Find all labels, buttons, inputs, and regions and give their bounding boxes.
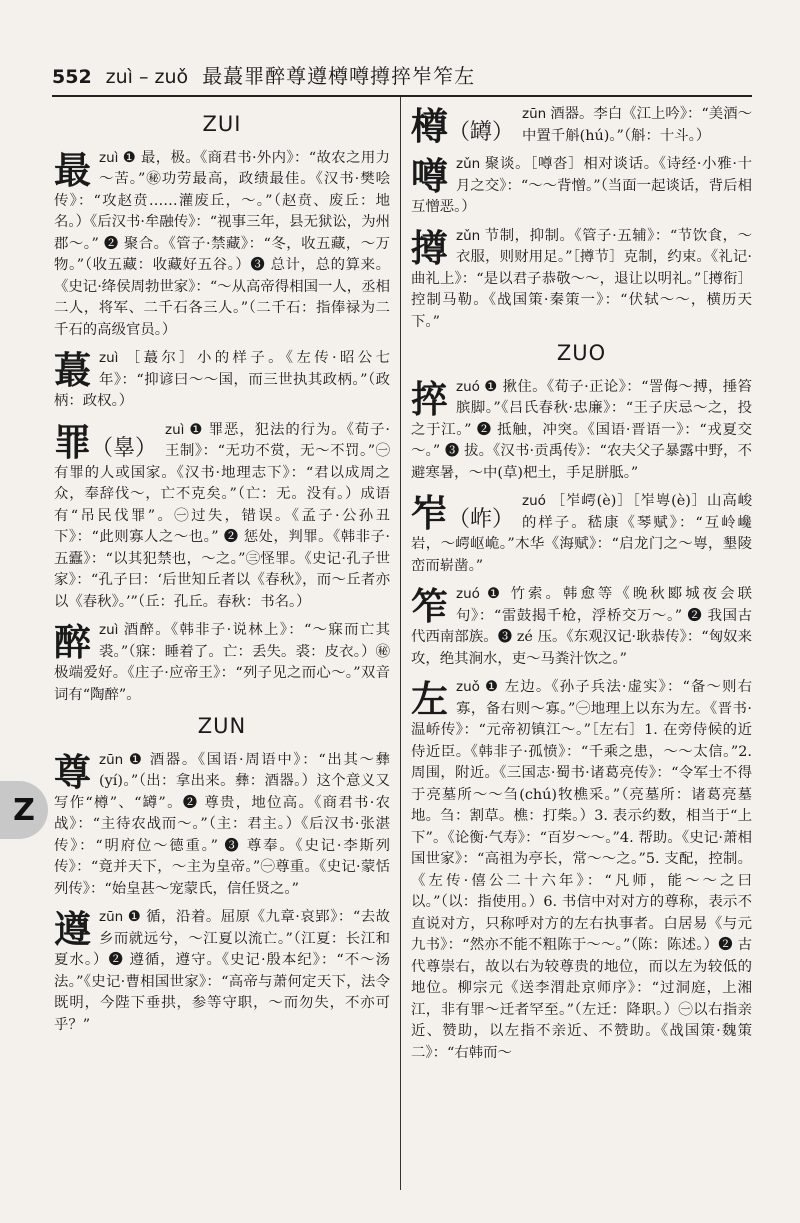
- headword-character: 樽: [411, 104, 448, 148]
- headword: [54, 908, 91, 950]
- headword: [411, 585, 448, 627]
- pinyin-range: zuì – zuǒ: [105, 66, 189, 88]
- dictionary-entry: [54, 420, 390, 614]
- headword-character: 遵: [54, 907, 91, 951]
- dictionary-entry: [411, 154, 752, 219]
- headword-variant: （罇）: [448, 120, 515, 145]
- dictionary-entry: [411, 584, 752, 670]
- headword: [411, 492, 514, 534]
- headword-character: 蕞: [54, 348, 91, 392]
- pinyin: zuì: [99, 622, 119, 638]
- dictionary-entry: [411, 104, 752, 147]
- pinyin: zuó: [522, 493, 546, 509]
- headword: [54, 621, 91, 663]
- headword: [54, 349, 91, 391]
- headword-variant: （辠）: [91, 435, 158, 461]
- headword: [411, 227, 448, 269]
- pinyin: zuì: [165, 421, 185, 438]
- headword-character: 岝: [411, 491, 448, 535]
- definition-text: ［蕞尔］小的样子。《左传·昭公七年》：“抑谚曰～～国，而三世执其政柄。”（政柄：政权。）: [54, 350, 390, 409]
- headword-character: 噂: [411, 154, 448, 198]
- dictionary-entry: [54, 148, 390, 342]
- definition-text: ❶ 左边。《孙子兵法·虚实》：“备～则右寡，备右则～寡。”㊀地理上以东为左。《晋书·温峤传》：“元帝初镇江～。”［左右］1. 在旁侍候的近侍近臣。《韩非子·孤愤》：“千乘之患，～～太信。”2. 周围，附近。《三国志·蜀书·诸葛亮传》：“令军士不得于亮墓所～～刍(chú)牧樵采。”（亮墓所：诸葛亮墓地。刍：割草。樵：打柴。）3. 表示约数，相当于“上下”。《论衡·气寿》：“百岁～～。”4. 帮助。《史记·萧相国世家》：“高祖为亭长，常～～之。”5. 支配，控制。《左传·僖公二十六年》：“凡师，能～～之曰以。”（以：指使用。）6. 书信中对对方的尊称，表示不直说对方，只称呼对方的左右执事者。白居易《与元九书》：“然亦不能不粗陈于～～。”（陈：陈述。）❷ 古代尊崇右，故以右为较尊贵的地位，而以左为较低的地位。柳宗元《送李渭赴京师序》：“过洞庭，上湘江，非有罪～迁者罕至。”（左迁：降职。）㊀以右指亲近、赞助，以左指不亲近、不赞助。《战国策·魏策二》：“右韩而～: [411, 679, 752, 1061]
- section-title: ZUO: [556, 341, 607, 365]
- definition-text: 酒器。李白《江上吟》：“美酒～中置千斛(hú)。”（斛：十斗。）: [522, 106, 752, 144]
- definition-text: ❶ 循，沿着。屈原《九章·哀郢》：“去故乡而就远兮，～江夏以流亡。”（江夏：长江和夏水。）❷ 遵循，遵守。《史记·殷本纪》：“不～汤法。”《史记·曹相国世家》：“高帝与萧何定天下，法令既明，今陛下垂拱，参等守职，～而勿失，不亦可乎？”: [54, 909, 390, 1033]
- column-divider: [400, 97, 401, 1190]
- definition-text: ❶ 最，极。《商君书·外内》：“故农之用力～苦。”㊙功劳最高，政绩最佳。《汉书·樊哙传》：“攻赵贲……灌废丘，～。”（赵贲、废丘：地名。）《后汉书·牟融传》：“视事三年，县无狱讼，为州郡～。” ❷ 聚合。《管子·禁藏》：“冬，收五藏，～万物。”（收五藏：收藏好五谷。）❸ 总计，总的算来。《史记·绛侯周勃世家》：“～从高帝得相国一人，丞相二人，将军、二千石各三人。”（二千石：指俸禄为二千石的高级官员。）: [54, 149, 390, 338]
- pinyin: zǔn: [456, 227, 481, 244]
- pinyin: zuó: [456, 586, 480, 602]
- dictionary-entry: [411, 377, 752, 485]
- right-column: [411, 104, 752, 1071]
- headword: [54, 421, 157, 463]
- dictionary-entry: [411, 677, 752, 1064]
- page-number: 552: [52, 66, 92, 88]
- headword-character: 笮: [411, 584, 448, 628]
- headword-character: 撙: [411, 225, 448, 270]
- headword: [411, 105, 514, 147]
- definition-text: 聚谈。［噂沓］相对谈话。《诗经·小雅·十月之交》：“～～背憎。”（当面一起谈话，背后相互憎恶。）: [411, 156, 752, 215]
- headword-character: 罪: [54, 419, 91, 464]
- headword: [411, 678, 448, 720]
- dictionary-entry: [54, 750, 390, 901]
- definition-text: ❶ 罪恶，犯法的行为。《荀子·王制》：“无功不赏，无～不罚。”㊀有罪的人或国家。《汉书·地理志下》：“君以成周之众，奉辞伐～，亡不克矣。”（亡：无。没有。）成语有“吊民伐罪”。㊀过失，错误。《孟子·公孙丑下》：“此则寡人之～也。” ❷ 惩处，判罪。《韩非子·五蠹》：“以其犯禁也，～之。”㊂怪罪。《史记·孔子世家》：“孔子曰：‘后世知丘者以《春秋》，而～丘者亦以《春秋》。’”（丘：孔丘。春秋：书名。）: [54, 421, 390, 610]
- dictionary-entry: [411, 491, 752, 577]
- header-rule: [52, 95, 752, 97]
- definition-text: ［岝崿(è)］［岝㟧(è)］山高峻的样子。嵇康《琴赋》：“互岭巉岩，～崿岖峗。”木华《海赋》：“启龙门之～㟧，墾陵峦而崭凿。”: [411, 493, 752, 574]
- headword-character: 醉: [54, 620, 91, 664]
- pinyin: zǔn: [456, 156, 481, 172]
- header-characters: 最蕞罪醉尊遵樽噂撙捽岝笮左: [202, 64, 476, 88]
- headword: [54, 149, 91, 191]
- definition-text: ❶ 竹索。韩愈等《晚秋郾城夜会联句》：“雷鼓揭千枪，浮桥交万～。” ❷ 我国古代西南部族。❸ zé 压。《东观汉记·耿恭传》：“匈奴来攻，绝其涧水，吏～马粪汁饮之。”: [411, 586, 752, 667]
- headword: [411, 378, 448, 420]
- definition-text: ❶ 酒器。《国语·周语中》：“出其～彝(yí)。”（出：拿出来。彝：酒器。）这个意义又写作“樽”、“罇”。❷ 尊贵，地位高。《商君书·农战》：“主待农战而～。”（主：君主。）《后汉书·张湛传》：“明府位～德重。” ❸ 尊奉。《史记·李斯列传》：“竟并天下，～主为皇帝。”㊀尊重。《史记·蒙恬列传》：“始皇甚～宠蒙氏，信任贤之。”: [54, 751, 390, 897]
- pinyin: zuì: [99, 149, 119, 166]
- pinyin: zuó: [456, 378, 480, 395]
- headword: [411, 155, 448, 197]
- headword-character: 尊: [54, 749, 91, 794]
- dictionary-entry: [411, 226, 752, 334]
- definition-text: 节制，抑制。《管子·五辅》：“节饮食，～衣服，则财用足。”［撙节］克制，约束。《礼记·曲礼上》：“是以君子恭敬～～，退让以明礼。”［撙衔］控制马勒。《战国策·秦策一》：“伏轼～～，横历天下。”: [411, 227, 752, 330]
- dictionary-entry: [54, 907, 390, 1036]
- dictionary-entry: [54, 620, 390, 706]
- definition-text: ❶ 揪住。《荀子·正论》：“詈侮～搏，捶笞膑脚。”《吕氏春秋·忠廉》：“王子庆忌～之，投之于江。” ❷ 抵触，冲突。《国语·晋语一》：“戎夏交～。” ❸ 拔。《汉书·贡禹传》：“农夫父子暴露中野，不避寒暑，～中(草)杷土，手足胼胝。”: [411, 378, 752, 481]
- letter-index-label: Z: [13, 792, 35, 828]
- pinyin: zuǒ: [456, 679, 480, 695]
- pinyin: zūn: [99, 751, 124, 768]
- dictionary-entry: [54, 348, 390, 413]
- letter-index-tab[interactable]: [0, 781, 48, 839]
- section-title: ZUN: [197, 714, 247, 738]
- pinyin: zūn: [522, 106, 547, 122]
- section-title: ZUI: [202, 112, 242, 136]
- headword-variant: （岞）: [448, 507, 515, 532]
- headword-character: 左: [411, 677, 448, 721]
- pinyin: zūn: [99, 909, 124, 925]
- left-column: [54, 104, 390, 1043]
- definition-text: 酒醉。《韩非子·说林上》：“～寐而亡其裘。”（寐：睡着了。亡：丢失。裘：皮衣。）㊙极端爱好。《庄子·应帝王》：“列子见之而心～。”双音词有“陶醉”。: [54, 622, 390, 703]
- pinyin: zuì: [99, 350, 119, 366]
- headword-character: 最: [54, 147, 91, 192]
- headword: [54, 751, 91, 793]
- running-header: [52, 60, 752, 94]
- headword-character: 捽: [411, 376, 448, 421]
